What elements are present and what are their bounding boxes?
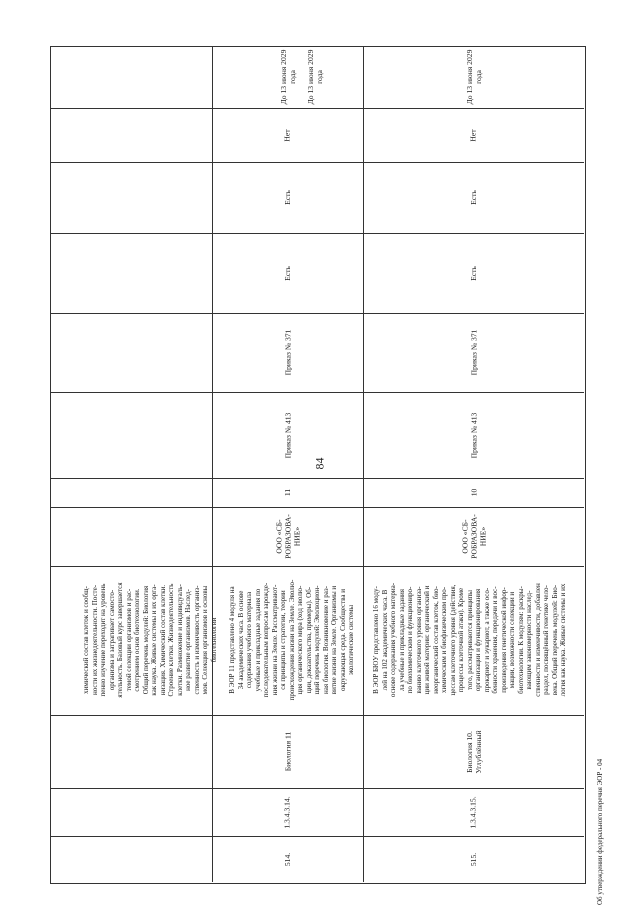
description-line: цессам клеточного уровня (действия, <box>448 584 457 696</box>
row-514-feature-1: Есть <box>282 265 292 281</box>
description-line: вающим закономерности наслед- <box>525 590 533 690</box>
description-line: В ЭОР БЮУ представлено 16 моду- <box>372 586 380 694</box>
row-515-order-2: Приказ № 371 <box>468 329 478 376</box>
description-line: темой селекции организмов и рас- <box>124 588 133 692</box>
description-line: века. Общий перечень модулей: Био- <box>550 584 559 696</box>
row-514-feature-3: Нет <box>283 128 292 142</box>
description-line: по биохимическим и функциониро- <box>406 586 414 694</box>
description-line: происхождения жизни на Земле. Эволю- <box>287 579 296 701</box>
description-line: химический состав клеток и сообщ- <box>82 586 90 694</box>
row-continuation-deadline: До 13 июня 2029 года <box>306 49 324 105</box>
description-line: ция органического мира (ход эволю- <box>296 585 304 695</box>
description-line: ния жизни на Земле. Рассматривают- <box>270 584 279 696</box>
description-line: организации и функционирования <box>474 588 482 692</box>
row-514-order-2: Приказ № 371 <box>282 329 292 376</box>
row-514-feature-2: Есть <box>282 190 292 205</box>
description-line: произведения генетической инфор- <box>499 587 508 693</box>
row-515-order-1: Приказ № 413 <box>468 412 478 458</box>
description-line: окружающая среда. Сообщества и <box>338 588 347 692</box>
page-number: 84 <box>312 457 327 470</box>
description-line: неорганический состав клеток, био- <box>431 586 440 694</box>
description-line: ятельность. Базовый курс завершается <box>116 582 124 698</box>
description-line: низация. Химический состав клетки. <box>158 584 167 696</box>
row-515-description <box>372 567 568 713</box>
row-515-feature-1: Есть <box>468 265 478 281</box>
row-514-name: Биология 11 <box>283 731 292 772</box>
description-line: того, рассматриваются принципы <box>465 589 474 691</box>
row-515-grade: 10 <box>469 488 478 497</box>
description-line: ванию клеточного уровня организа- <box>414 586 423 694</box>
description-line: витие жизни на Земле. Организмы и <box>330 585 338 695</box>
description-line: бенности хранения, передачи и вос- <box>491 586 499 694</box>
row-515-feature-3: Нет <box>469 128 478 142</box>
description-line: экологические системы <box>347 604 355 676</box>
description-line: Строение клетки. Жизнедеятельность <box>167 583 175 697</box>
row-515-feature-2: Есть <box>468 190 478 205</box>
description-line: последовательным вопросам зарожде- <box>262 582 270 698</box>
description-line: содержания учебного материала <box>245 591 253 689</box>
description-line: раздел, посвящённый генетике чело- <box>542 585 550 695</box>
description-line: основе содержания учебного материа- <box>389 582 397 698</box>
row-514-code: 1.3.4.3.14. <box>283 795 292 829</box>
description-line: биотехнологии. К модулям: раскры- <box>516 586 525 694</box>
description-line: организма и затрагивает самосто- <box>107 589 116 691</box>
row-515-code: 1.3.4.3.15. <box>469 795 478 829</box>
description-line: ности их жизнедеятельности. Посте- <box>90 584 99 696</box>
row-514-description <box>228 567 356 713</box>
description-line: как наука. Живые системы и их орга- <box>150 584 158 696</box>
description-line: прокариот и эукариот, а также осо- <box>482 587 491 693</box>
description-line: ственности и изменчивости, добавлен <box>533 583 542 697</box>
description-line: лей на 102 академических часа. В <box>380 589 389 691</box>
description-line: мов. Селекция организмов и основы <box>201 585 209 695</box>
description-line: ции живой материи: органический и <box>423 585 431 695</box>
row-515-deadline: До 13 июня 2029 года <box>464 49 483 105</box>
description-line: ся принципы и стратегии, теории <box>279 590 287 690</box>
row-515-number: 515. <box>468 852 478 866</box>
row-514-deadline: До 13 июня 2029 года <box>278 49 297 105</box>
row-continuation-description <box>82 567 218 713</box>
description-line: биотехнологии <box>209 617 218 663</box>
description-line: ная биология. Возникновение и раз- <box>321 586 330 694</box>
footer-note: Об утверждении федерального перечня ЭОР - 04 <box>596 758 604 905</box>
description-line: химическим и биофизическим про- <box>440 586 448 694</box>
description-line: 34 академических часа. В основе <box>236 590 245 690</box>
description-line: логия как наука. Живые системы и их <box>559 583 567 697</box>
description-line: процессы клеточной атаки). Кроме <box>457 587 465 693</box>
description-line: мации, возможности селекции и <box>508 591 516 689</box>
description-line: Общий перечень модулей: Биология <box>141 585 150 695</box>
row-514-order-1: Приказ № 413 <box>282 412 292 458</box>
description-line: пенно изучение переходит на уровень <box>99 583 107 697</box>
description-line: В ЭОР 11 представлено 4 модуля на <box>228 586 236 694</box>
row-514-publisher: ООО «СБ-РОБРАЗОВА-НИЕ» <box>274 514 301 559</box>
row-514-grade: 11 <box>283 488 292 497</box>
row-514-number: 514. <box>282 852 292 866</box>
description-line: щий перечень модулей: Эволюцион- <box>313 585 321 695</box>
description-line: ственность и изменчивость организ- <box>192 585 201 695</box>
row-515-name: Биология 10. Углублённый <box>464 729 483 774</box>
description-line: ции, доказательства, примеры). Об- <box>304 586 313 694</box>
row-515-publisher: ООО «СБ-РОБРАЗОВА-НИЕ» <box>460 514 487 559</box>
description-line: учебные и прикладные задания по <box>253 588 262 692</box>
description-line: клетки. Размножение и индивидуаль- <box>175 584 184 696</box>
description-line: смотрением основ биотехнологии. <box>133 588 141 692</box>
description-line: ла учебные и прикладные задания <box>397 589 406 691</box>
description-line: ное развитие организмов. Наслед- <box>184 589 192 691</box>
